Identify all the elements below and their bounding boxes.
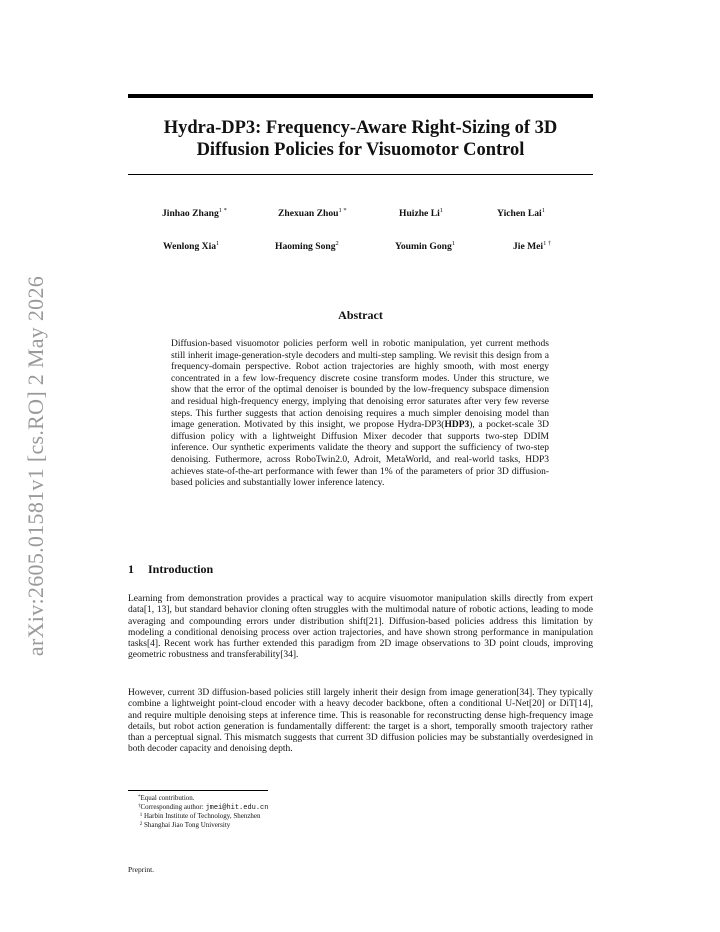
footnote-equal-contribution: *Equal contribution. xyxy=(138,794,195,802)
author: Jie Mei$^{1 \dagger}$ xyxy=(513,240,552,252)
footnote-rule xyxy=(128,790,268,791)
footnote-affiliation-1: $^1$ Harbin Institute of Technology, Shenzhen xyxy=(139,812,261,821)
footnote-affiliation-2: $^2$ Shanghai Jiao Tong University xyxy=(139,820,231,829)
corresponding-email-link[interactable]: jmei@hit.edu.cn xyxy=(205,803,269,812)
title-top-rule xyxy=(128,94,593,98)
paper-title xyxy=(128,117,593,161)
footnotes xyxy=(138,794,438,829)
author: Youmin Gong$^1$ xyxy=(395,240,456,252)
author: Huizhe Li$^1$ xyxy=(399,207,444,219)
title-bottom-rule xyxy=(128,174,593,175)
author: Yichen Lai$^1$ xyxy=(497,207,545,219)
preprint-label: Preprint. xyxy=(128,865,155,874)
intro-paragraph-2: However, current 3D diffusion-based policies still largely inherit their design from image generation[34]. They typically combine a lightweight point-cloud encoder with a heavy decoder backbone, often a conditional U-Net[20] or DiT[14], and require multiple denoising steps at inference time. This is reasonable for reconstructing dense high-frequency image details, but robot action generation is fundamentally different: the target is a short, temporally smooth trajectory rather than a perceptual signal. This mismatch suggests that current 3D diffusion policies may be substantially overdesigned in both decoder capacity and denoising depth. xyxy=(128,688,593,755)
author: Haoming Song$^2$ xyxy=(275,240,339,252)
author: Zhexuan Zhou$^{1 *}$ xyxy=(278,207,347,219)
abstract-text: Diffusion-based visuomotor policies perform well in robotic manipulation, yet current methods still inherit image-generation-style decoders and multi-step sampling. We revisit this design from a frequency-domain perspective. Robot action trajectories are highly smooth, with most energy concentrated in a few low-frequency discrete cosine transform modes. Under this structure, we show that the error of the optimal denoiser is bounded by the low-frequency subspace dimension and residual high-frequency energy, implying that denoising error saturates after very few reverse steps. This further suggests that action denoising requires a much simpler denoising model than image generation. Motivated by this insight, we propose Hydra-DP3(HDP3), a pocket-scale 3D diffusion policy with a lightweight Diffusion Mixer decoder that supports two-step DDIM inference. Our synthetic experiments validate the theory and support the sufficiency of two-step denoising. Futhermore, across RoboTwin2.0, Adroit, MetaWorld, and real-world tasks, HDP3 achieves state-of-the-art performance with fewer than 1% of the parameters of prior 3D diffusion-based policies and substantially lower inference latency. xyxy=(171,339,550,489)
abstract-heading: Abstract xyxy=(338,308,383,322)
author: Jinhao Zhang$^{1 *}$ xyxy=(162,207,227,219)
footnote-corresponding-author: †Corresponding author: jmei@hit.edu.cn xyxy=(138,802,269,812)
intro-paragraph-1: Learning from demonstration provides a practical way to acquire visuomotor manipulation skills directly from expert data[1, 13], but standard behavior cloning often struggles with the multimodal nature of robotic actions, leading to mode averaging and compounding errors under distribution shift[21]. Diffusion-based policies address this limitation by modeling a conditional denoising process over action trajectories, and have shown strong performance in manipulation tasks[4]. Recent work has further extended this paradigm from 2D image observations to 3D point clouds, improving geometric robustness and transferability[34]. xyxy=(128,594,593,661)
section-title: Introduction xyxy=(148,562,214,576)
section-number: 1 xyxy=(128,562,134,576)
title-line-1: Hydra-DP3: Frequency-Aware Right-Sizing of 3D xyxy=(163,118,558,138)
author: Wenlong Xia$^1$ xyxy=(163,240,220,252)
section-heading xyxy=(128,562,593,577)
title-line-2: Diffusion Policies for Visuomotor Control xyxy=(196,140,525,160)
arxiv-identifier-stamp[interactable]: arXiv:2605.01581v1 [cs.RO] 2 May 2026 xyxy=(23,275,48,657)
